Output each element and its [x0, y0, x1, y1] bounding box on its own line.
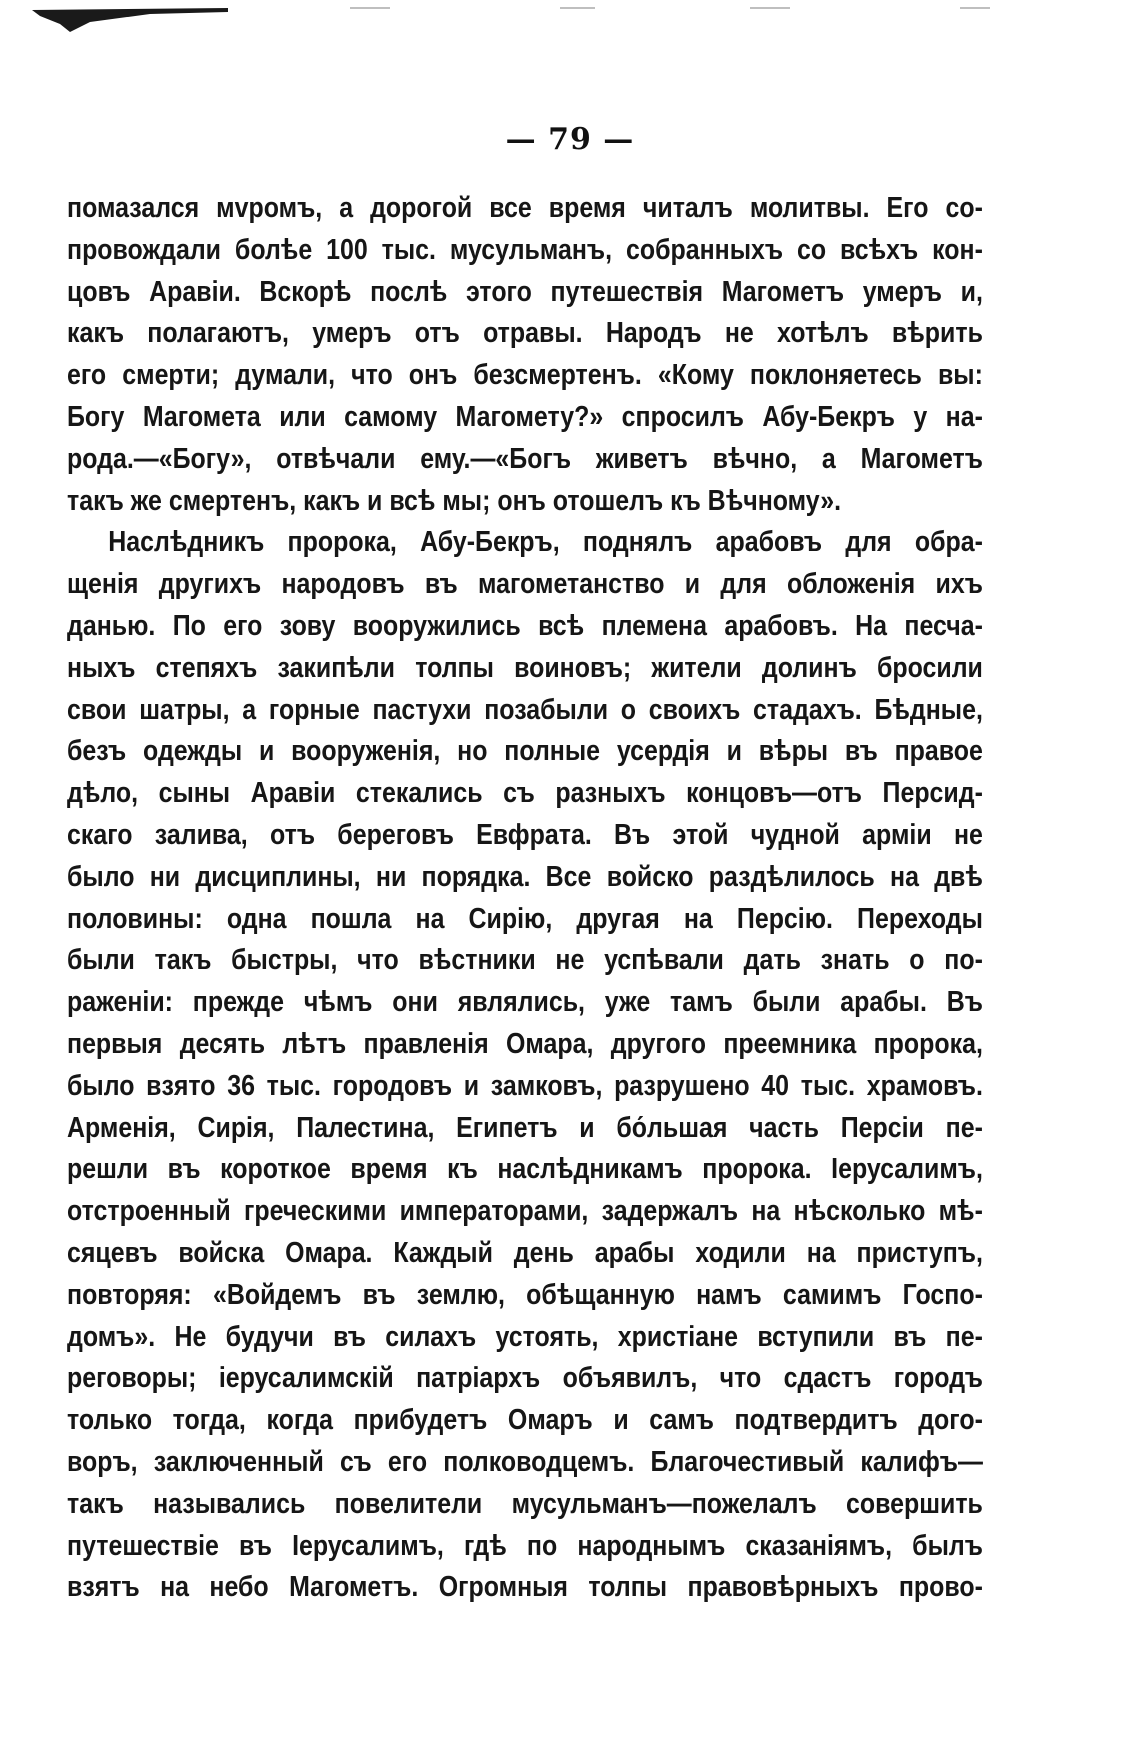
- text-line: повторяя: «Войдемъ въ землю, обѣщанную намъ самимъ Госпо-: [67, 1278, 983, 1311]
- text-line: Наслѣдникъ пророка, Абу-Бекръ, поднялъ арабовъ для обра-: [108, 526, 983, 559]
- text-line: Богу Магомета или самому Магомету?» спросилъ Абу-Бекръ у на-: [67, 400, 983, 433]
- scan-edge-line: [350, 7, 390, 9]
- scan-edge-line: [960, 7, 990, 9]
- text-line: провождали болѣе 100 тыс. мусульманъ, собранныхъ со всѣхъ кон-: [67, 233, 983, 266]
- text-line: сяцевъ войска Омара. Каждый день арабы ходили на приступъ,: [67, 1236, 983, 1269]
- text-line: какъ полагаютъ, умеръ отъ отравы. Народъ не хотѣлъ вѣрить: [67, 317, 983, 350]
- text-line: раженіи: прежде чѣмъ они являлись, уже тамъ были арабы. Въ: [67, 986, 983, 1019]
- text-line: такъ назывались повелители мусульманъ—пожелалъ совершить: [67, 1487, 983, 1520]
- text-line: половины: одна пошла на Сирію, другая на Персію. Переходы: [67, 902, 983, 935]
- page-number: — 79 —: [505, 122, 635, 157]
- text-line: щенія другихъ народовъ въ магометанство и для обложенія ихъ: [67, 568, 983, 601]
- text-line: рода.—«Богу», отвѣчали ему.—«Богъ живетъ вѣчно, а Магометъ: [67, 442, 983, 475]
- text-line: ныхъ степяхъ закипѣли толпы воиновъ; жители долинъ бросили: [67, 651, 983, 684]
- text-line: цовъ Аравіи. Вскорѣ послѣ этого путешествія Магометъ умеръ и,: [67, 275, 983, 308]
- text-line: помазался мvромъ, а дорогой все время читалъ молитвы. Его со-: [67, 192, 983, 224]
- text-line: домъ». Не будучи въ силахъ устоять, христіане вступили въ пе-: [67, 1320, 983, 1353]
- text-line: скаго залива, отъ береговъ Евфрата. Въ этой чудной арміи не: [67, 818, 983, 851]
- text-line: Арменія, Сирія, Палестина, Египетъ и бо́льшая часть Персіи пе-: [67, 1111, 983, 1144]
- text-line: были такъ быстры, что вѣстники не успѣвали дать знать о по-: [67, 944, 983, 977]
- text-line: данью. По его зову вооружились всѣ племена арабовъ. На песча-: [67, 609, 983, 642]
- text-line: воръ, заключенный съ его полководцемъ. Благочестивый калифъ—: [67, 1445, 983, 1478]
- text-line: решли въ короткое время къ наслѣдникамъ пророка. Іерусалимъ,: [67, 1153, 983, 1186]
- text-line: свои шатры, а горные пастухи позабыли о своихъ стадахъ. Бѣдные,: [67, 693, 983, 726]
- scan-edge-line: [750, 7, 790, 9]
- text-line: только тогда, когда прибудетъ Омаръ и самъ подтвердитъ дого-: [67, 1404, 983, 1437]
- text-line: безъ одежды и вооруженія, но полные усердія и вѣры въ правое: [67, 735, 983, 768]
- text-line: было ни дисциплины, ни порядка. Все войско раздѣлилось на двѣ: [67, 860, 983, 893]
- scan-edge-line: [560, 7, 595, 9]
- text-line: путешествіе въ Іерусалимъ, гдѣ по народнымъ сказаніямъ, былъ: [67, 1529, 983, 1562]
- text-line: первыя десять лѣтъ правленія Омара, другого преемника пророка,: [67, 1027, 983, 1060]
- text-line: его смерти; думали, что онъ безсмертенъ. «Кому поклоняетесь вы:: [67, 359, 983, 392]
- body-text: [67, 188, 983, 1609]
- text-line: дѣло, сыны Аравіи стекались съ разныхъ концовъ—отъ Персид-: [67, 777, 983, 810]
- text-line: взятъ на небо Магометъ. Огромныя толпы правовѣрныхъ прово-: [67, 1571, 983, 1604]
- text-line: реговоры; іерусалимскій патріархъ объявилъ, что сдастъ городъ: [67, 1362, 983, 1395]
- text-line: такъ же смертенъ, какъ и всѣ мы; онъ отошелъ къ Вѣчному».: [67, 484, 842, 517]
- text-line: было взято 36 тыс. городовъ и замковъ, разрушено 40 тыс. храмовъ.: [67, 1069, 983, 1102]
- scan-artifact-mark: [30, 2, 230, 36]
- text-line: отстроенный греческими императорами, задержалъ на нѣсколько мѣ-: [67, 1195, 983, 1228]
